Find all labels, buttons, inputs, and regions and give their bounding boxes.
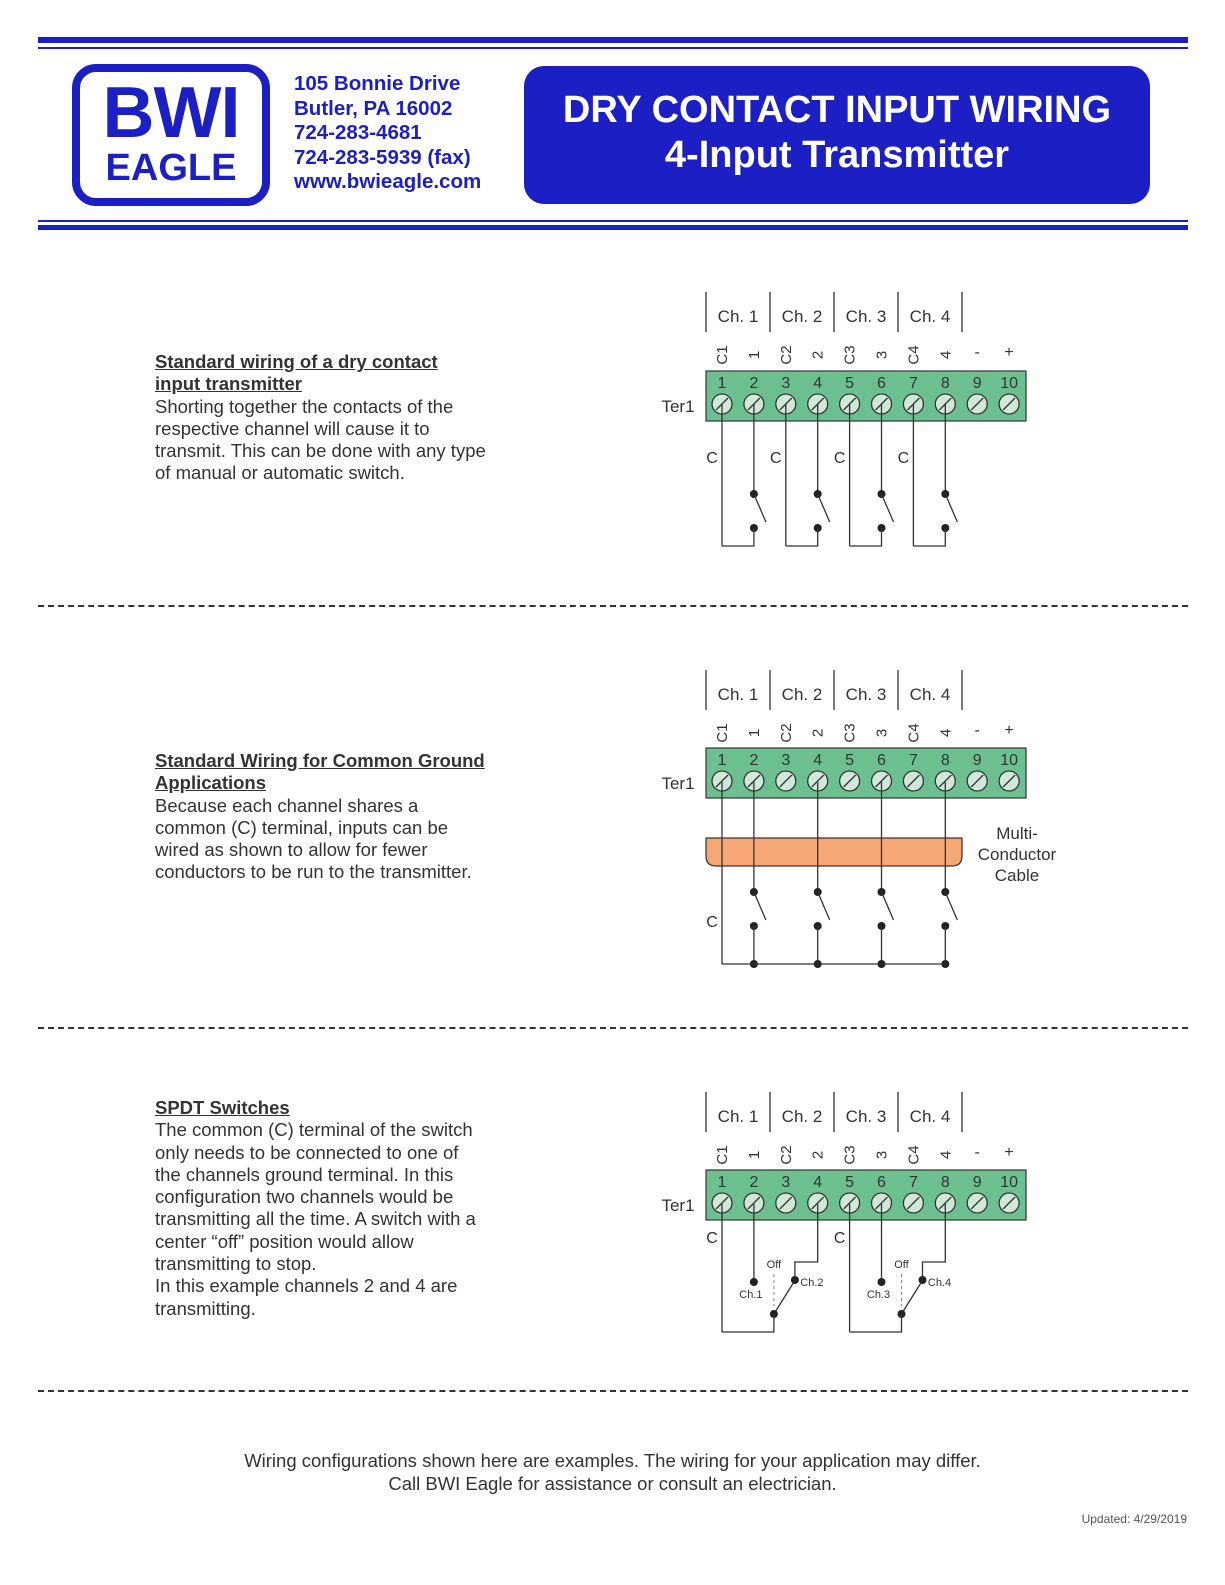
multi-conductor-cable [706, 838, 962, 866]
terminal-number-3: 3 [781, 752, 791, 769]
spdt-return-1 [722, 1314, 774, 1332]
section-1-body-3: transmit. This can be done with any type [155, 440, 486, 462]
terminal-number-2: 2 [749, 375, 759, 392]
return-wire-3 [850, 528, 882, 546]
terminal-number-7: 7 [908, 1174, 918, 1191]
switch-4-blade [945, 494, 957, 522]
cable-label-1: Multi- [996, 824, 1038, 843]
terminal-number-6: 6 [877, 1174, 886, 1191]
section-3-body-5: transmitting all the time. A switch with a [155, 1208, 476, 1230]
footer-line-2: Call BWI Eagle for assistance or consult an electrician. [388, 1473, 837, 1494]
common-label-4: C [897, 450, 910, 467]
section-1-body-1: Shorting together the contacts of the [155, 395, 454, 417]
spdt-blade-1 [774, 1282, 794, 1314]
spdt-label-4: Ch.4 [927, 1277, 952, 1289]
common-label-3: C [833, 450, 846, 467]
section-1-heading-2: input transmitter [155, 373, 302, 395]
channel-label-2: Ch. 2 [781, 685, 823, 704]
terminal-number-5: 5 [845, 375, 855, 392]
title-line-1: DRY CONTACT INPUT WIRING [562, 89, 1112, 131]
spdt-label-3: Ch.3 [866, 1289, 891, 1301]
pin-label-3: C2 [777, 723, 795, 743]
terminal-number-8: 8 [940, 752, 950, 769]
return-wire-4 [913, 528, 945, 546]
cable-label-2: Conductor [977, 845, 1057, 864]
terminal-number-9: 9 [972, 375, 982, 392]
pin-label-9: - [974, 344, 980, 361]
terminal-label: Ter1 [661, 1196, 695, 1215]
terminal-number-10: 10 [1000, 752, 1018, 769]
switch-2-blade [818, 892, 830, 920]
section-3-body-7: transmitting to stop. [155, 1253, 317, 1275]
spdt-return-2 [850, 1314, 902, 1332]
terminal-number-9: 9 [972, 752, 982, 769]
footer [0, 1449, 1225, 1495]
pin-label-5: C3 [841, 345, 859, 365]
common-label: C [706, 914, 718, 931]
return-wire-2 [786, 528, 818, 546]
contact-street: 105 Bonnie Drive [294, 72, 461, 95]
pin-label-9: - [974, 1144, 980, 1161]
pin-label-2: 1 [745, 350, 763, 360]
common-label-1: C [706, 450, 718, 467]
spdt-common-label-2: C [833, 1230, 846, 1247]
section-1-body-4: of manual or automatic switch. [155, 462, 405, 484]
pin-label-5: C3 [841, 1145, 859, 1165]
terminal-number-1: 1 [717, 375, 727, 392]
spdt-off-label-2: Off [894, 1259, 909, 1271]
terminal-number-8: 8 [940, 1174, 950, 1191]
pin-label-4: 2 [809, 1150, 827, 1160]
terminal-number-1: 1 [717, 752, 727, 769]
section-3-body-1: The common (C) terminal of the switch [155, 1119, 473, 1141]
terminal-number-7: 7 [908, 375, 918, 392]
pin-label-2: 1 [745, 1150, 763, 1160]
terminal-number-10: 10 [1000, 375, 1018, 392]
section-2-heading-2: Applications [155, 772, 267, 794]
switch-1-blade [754, 892, 766, 920]
section-2-heading-1: Standard Wiring for Common Ground [155, 750, 485, 771]
terminal-number-6: 6 [877, 752, 886, 769]
section-1-body-2: respective channel will cause it to [155, 417, 430, 439]
spdt-contact-a-1 [750, 1278, 758, 1286]
pin-label-8: 4 [937, 1150, 955, 1160]
channel-label-4: Ch. 4 [909, 685, 951, 704]
section-2-body-3: wired as shown to allow for fewer [155, 839, 428, 861]
terminal-label: Ter1 [661, 397, 695, 416]
pin-label-8: 4 [937, 728, 955, 738]
section-3-body-2: only needs to be connected to one of [155, 1141, 459, 1163]
terminal-number-4: 4 [813, 375, 823, 392]
pin-label-7: C4 [905, 1145, 923, 1165]
channel-label-3: Ch. 3 [845, 685, 887, 704]
updated-date: Updated: 4/29/2019 [1081, 1512, 1187, 1526]
terminal-number-10: 10 [1000, 1174, 1018, 1191]
channel-label-2: Ch. 2 [781, 307, 823, 326]
terminal-number-1: 1 [717, 1174, 727, 1191]
pin-label-1: C1 [714, 723, 731, 743]
return-wire-1 [722, 528, 754, 546]
channel-label-1: Ch. 1 [717, 307, 759, 326]
pin-label-10: + [1004, 344, 1014, 361]
pin-label-4: 2 [809, 350, 827, 360]
terminal-number-6: 6 [877, 375, 886, 392]
channel-label-1: Ch. 1 [717, 685, 759, 704]
channel-label-3: Ch. 3 [845, 307, 887, 326]
spdt-contact-b-1 [791, 1276, 799, 1284]
pin-label-1: C1 [714, 345, 731, 365]
pin-label-3: C2 [777, 345, 795, 365]
terminal-number-5: 5 [845, 752, 855, 769]
spdt-common-label-1: C [706, 1230, 718, 1247]
terminal-number-3: 3 [781, 375, 791, 392]
switch-3-blade [882, 494, 894, 522]
channel-label-4: Ch. 4 [909, 307, 951, 326]
footer-line-1: Wiring configurations shown here are examples. The wiring for your application may differ. [244, 1450, 981, 1471]
terminal-number-9: 9 [972, 1174, 982, 1191]
contact-phone: 724-283-4681 [294, 121, 422, 144]
spdt-label-1: Ch.1 [739, 1289, 763, 1301]
switch-1-blade [754, 494, 766, 522]
terminal-number-2: 2 [749, 752, 759, 769]
spdt-off-label-1: Off [766, 1259, 782, 1271]
spdt-blade-2 [902, 1282, 922, 1314]
section-3-heading: SPDT Switches [155, 1097, 290, 1118]
section-3-body-8: In this example channels 2 and 4 are [155, 1275, 458, 1297]
channel-label-3: Ch. 3 [845, 1107, 887, 1126]
section-1-heading-1: Standard wiring of a dry contact [155, 351, 438, 372]
terminal-label: Ter1 [661, 774, 695, 793]
pin-label-8: 4 [937, 350, 955, 360]
pin-label-6: 3 [873, 1150, 891, 1160]
contact-city: Butler, PA 16002 [294, 96, 453, 120]
logo-text-bottom: EAGLE [105, 147, 237, 189]
spdt-contact-b-2 [919, 1276, 927, 1284]
switch-4-blade [945, 892, 957, 920]
section-2-body-4: conductors to be run to the transmitter. [155, 861, 472, 883]
pin-label-4: 2 [809, 728, 827, 738]
section-2-body-2: common (C) terminal, inputs can be [155, 816, 449, 838]
logo-text-top: BWI [102, 73, 240, 153]
section-3-body-3: the channels ground terminal. In this [155, 1163, 454, 1185]
terminal-number-3: 3 [781, 1174, 791, 1191]
cable-label-3: Cable [994, 866, 1040, 885]
terminal-number-2: 2 [749, 1174, 759, 1191]
channel-label-1: Ch. 1 [717, 1107, 759, 1126]
pin-label-3: C2 [777, 1145, 795, 1165]
pin-label-7: C4 [905, 723, 923, 743]
pin-label-2: 1 [745, 728, 763, 738]
section-3-body-9: transmitting. [155, 1297, 256, 1319]
pin-label-6: 3 [873, 350, 891, 360]
section-2-body-1: Because each channel shares a [155, 794, 419, 816]
pin-label-1: C1 [714, 1145, 731, 1165]
terminal-number-4: 4 [813, 1174, 823, 1191]
pin-label-9: - [974, 722, 980, 739]
section-3-body-4: configuration two channels would be [155, 1186, 454, 1208]
contact-website: www.bwieagle.com [294, 170, 482, 193]
switch-3-blade [882, 892, 894, 920]
terminal-number-8: 8 [940, 375, 950, 392]
spdt-contact-a-2 [878, 1278, 886, 1286]
channel-label-4: Ch. 4 [909, 1107, 951, 1126]
pin-label-10: + [1004, 1144, 1014, 1161]
title-line-2: 4-Input Transmitter [664, 134, 1010, 176]
contact-fax: 724-283-5939 (fax) [294, 145, 471, 169]
pin-label-6: 3 [873, 728, 891, 738]
switch-2-blade [818, 494, 830, 522]
channel-label-2: Ch. 2 [781, 1107, 823, 1126]
pin-label-5: C3 [841, 723, 859, 743]
pin-label-10: + [1004, 722, 1014, 739]
terminal-number-7: 7 [908, 752, 918, 769]
common-label-2: C [770, 450, 782, 467]
terminal-number-4: 4 [813, 752, 823, 769]
pin-label-7: C4 [905, 345, 923, 365]
spdt-label-2: Ch.2 [800, 1277, 824, 1289]
section-3-body-6: center “off” position would allow [155, 1230, 414, 1252]
terminal-number-5: 5 [845, 1174, 855, 1191]
